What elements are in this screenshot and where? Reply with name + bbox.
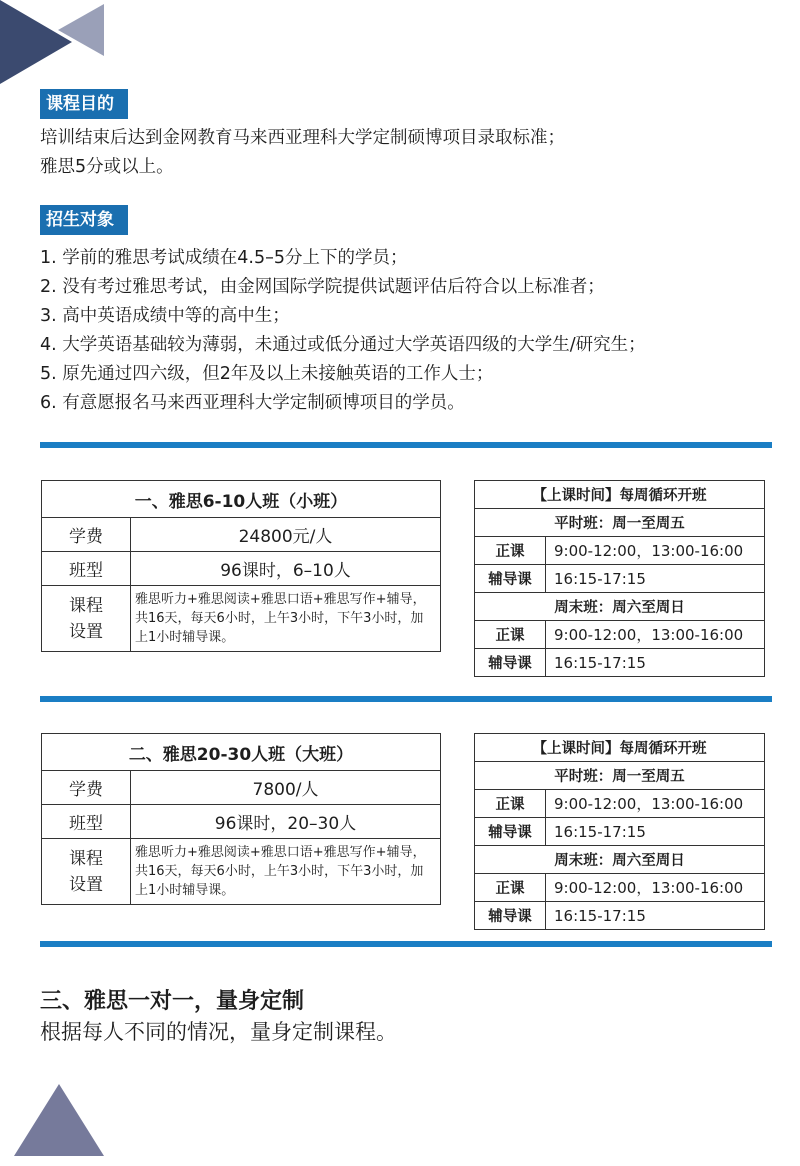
main-class-time: 9:00-12:00，13:00-16:00 — [546, 874, 765, 902]
divider — [40, 941, 772, 947]
main-class-time: 9:00-12:00，13:00-16:00 — [546, 790, 765, 818]
course-label-line: 设置 — [69, 621, 103, 642]
tutor-class-label: 辅导课 — [475, 902, 546, 930]
type-label: 班型 — [42, 805, 131, 839]
schedule-header: 【上课时间】每周循环开班 — [475, 734, 765, 762]
course-description: 雅思听力+雅思阅读+雅思口语+雅思写作+辅导，共16天，每天6小时，上午3小时，下午3小时，加上1小时辅导课。 — [131, 586, 441, 652]
audience-tag: 招生对象 — [40, 205, 128, 235]
decorative-triangle-bottom — [14, 1084, 104, 1156]
course-label — [42, 839, 131, 905]
fee-label: 学费 — [42, 771, 131, 805]
class-2-fee-table — [41, 733, 441, 905]
type-value: 96课时，20–30人 — [131, 805, 441, 839]
goal-line: 雅思5分或以上。 — [40, 157, 174, 177]
main-class-time: 9:00-12:00，13:00-16:00 — [546, 621, 765, 649]
divider — [40, 442, 772, 448]
course-label — [42, 586, 131, 652]
course-description: 雅思听力+雅思阅读+雅思口语+雅思写作+辅导，共16天，每天6小时，上午3小时，下午3小时，加上1小时辅导课。 — [131, 839, 441, 905]
weekend-title: 周末班：周六至周日 — [475, 593, 765, 621]
main-class-label: 正课 — [475, 874, 546, 902]
audience-item: 6. 有意愿报名马来西亚理科大学定制硕博项目的学员。 — [40, 393, 465, 413]
main-class-label: 正课 — [475, 621, 546, 649]
fee-label: 学费 — [42, 518, 131, 552]
class-1-fee-table — [41, 480, 441, 652]
audience-item: 1. 学前的雅思考试成绩在4.5–5分上下的学员； — [40, 248, 408, 268]
fee-value: 7800/人 — [131, 771, 441, 805]
tutor-class-label: 辅导课 — [475, 818, 546, 846]
one-on-one-title: 三、雅思一对一，量身定制 — [40, 989, 305, 1014]
type-value: 96课时，6–10人 — [131, 552, 441, 586]
class-2-title: 二、雅思20-30人班（大班） — [42, 734, 441, 771]
goal-text — [40, 124, 565, 182]
tutor-class-label: 辅导课 — [475, 649, 546, 677]
weekday-title: 平时班：周一至周五 — [475, 762, 765, 790]
class-1-title: 一、雅思6-10人班（小班） — [42, 481, 441, 518]
tutor-class-time: 16:15-17:15 — [546, 818, 765, 846]
main-class-time: 9:00-12:00，13:00-16:00 — [546, 537, 765, 565]
fee-value: 24800元/人 — [131, 518, 441, 552]
goal-line: 培训结束后达到金网教育马来西亚理科大学定制硕博项目录取标准； — [40, 128, 565, 148]
audience-item: 5. 原先通过四六级，但2年及以上未接触英语的工作人士； — [40, 364, 494, 384]
course-label-line: 设置 — [69, 874, 103, 895]
one-on-one-description: 根据每人不同的情况，量身定制课程。 — [40, 1020, 397, 1044]
main-class-label: 正课 — [475, 537, 546, 565]
weekday-title: 平时班：周一至周五 — [475, 509, 765, 537]
tutor-class-time: 16:15-17:15 — [546, 565, 765, 593]
class-2-schedule-table — [474, 733, 765, 930]
weekend-title: 周末班：周六至周日 — [475, 846, 765, 874]
class-1-schedule-table — [474, 480, 765, 677]
goal-tag: 课程目的 — [40, 89, 128, 119]
audience-item: 4. 大学英语基础较为薄弱，未通过或低分通过大学英语四级的大学生/研究生； — [40, 335, 646, 355]
tutor-class-time: 16:15-17:15 — [546, 649, 765, 677]
course-label-line: 课程 — [69, 848, 103, 869]
tutor-class-label: 辅导课 — [475, 565, 546, 593]
divider — [40, 696, 772, 702]
tutor-class-time: 16:15-17:15 — [546, 902, 765, 930]
schedule-header: 【上课时间】每周循环开班 — [475, 481, 765, 509]
audience-list — [40, 244, 646, 418]
audience-item: 3. 高中英语成绩中等的高中生； — [40, 306, 290, 326]
audience-item: 2. 没有考过雅思考试，由金网国际学院提供试题评估后符合以上标准者； — [40, 277, 605, 297]
decorative-triangle-light — [58, 4, 104, 56]
main-class-label: 正课 — [475, 790, 546, 818]
type-label: 班型 — [42, 552, 131, 586]
course-label-line: 课程 — [69, 595, 103, 616]
